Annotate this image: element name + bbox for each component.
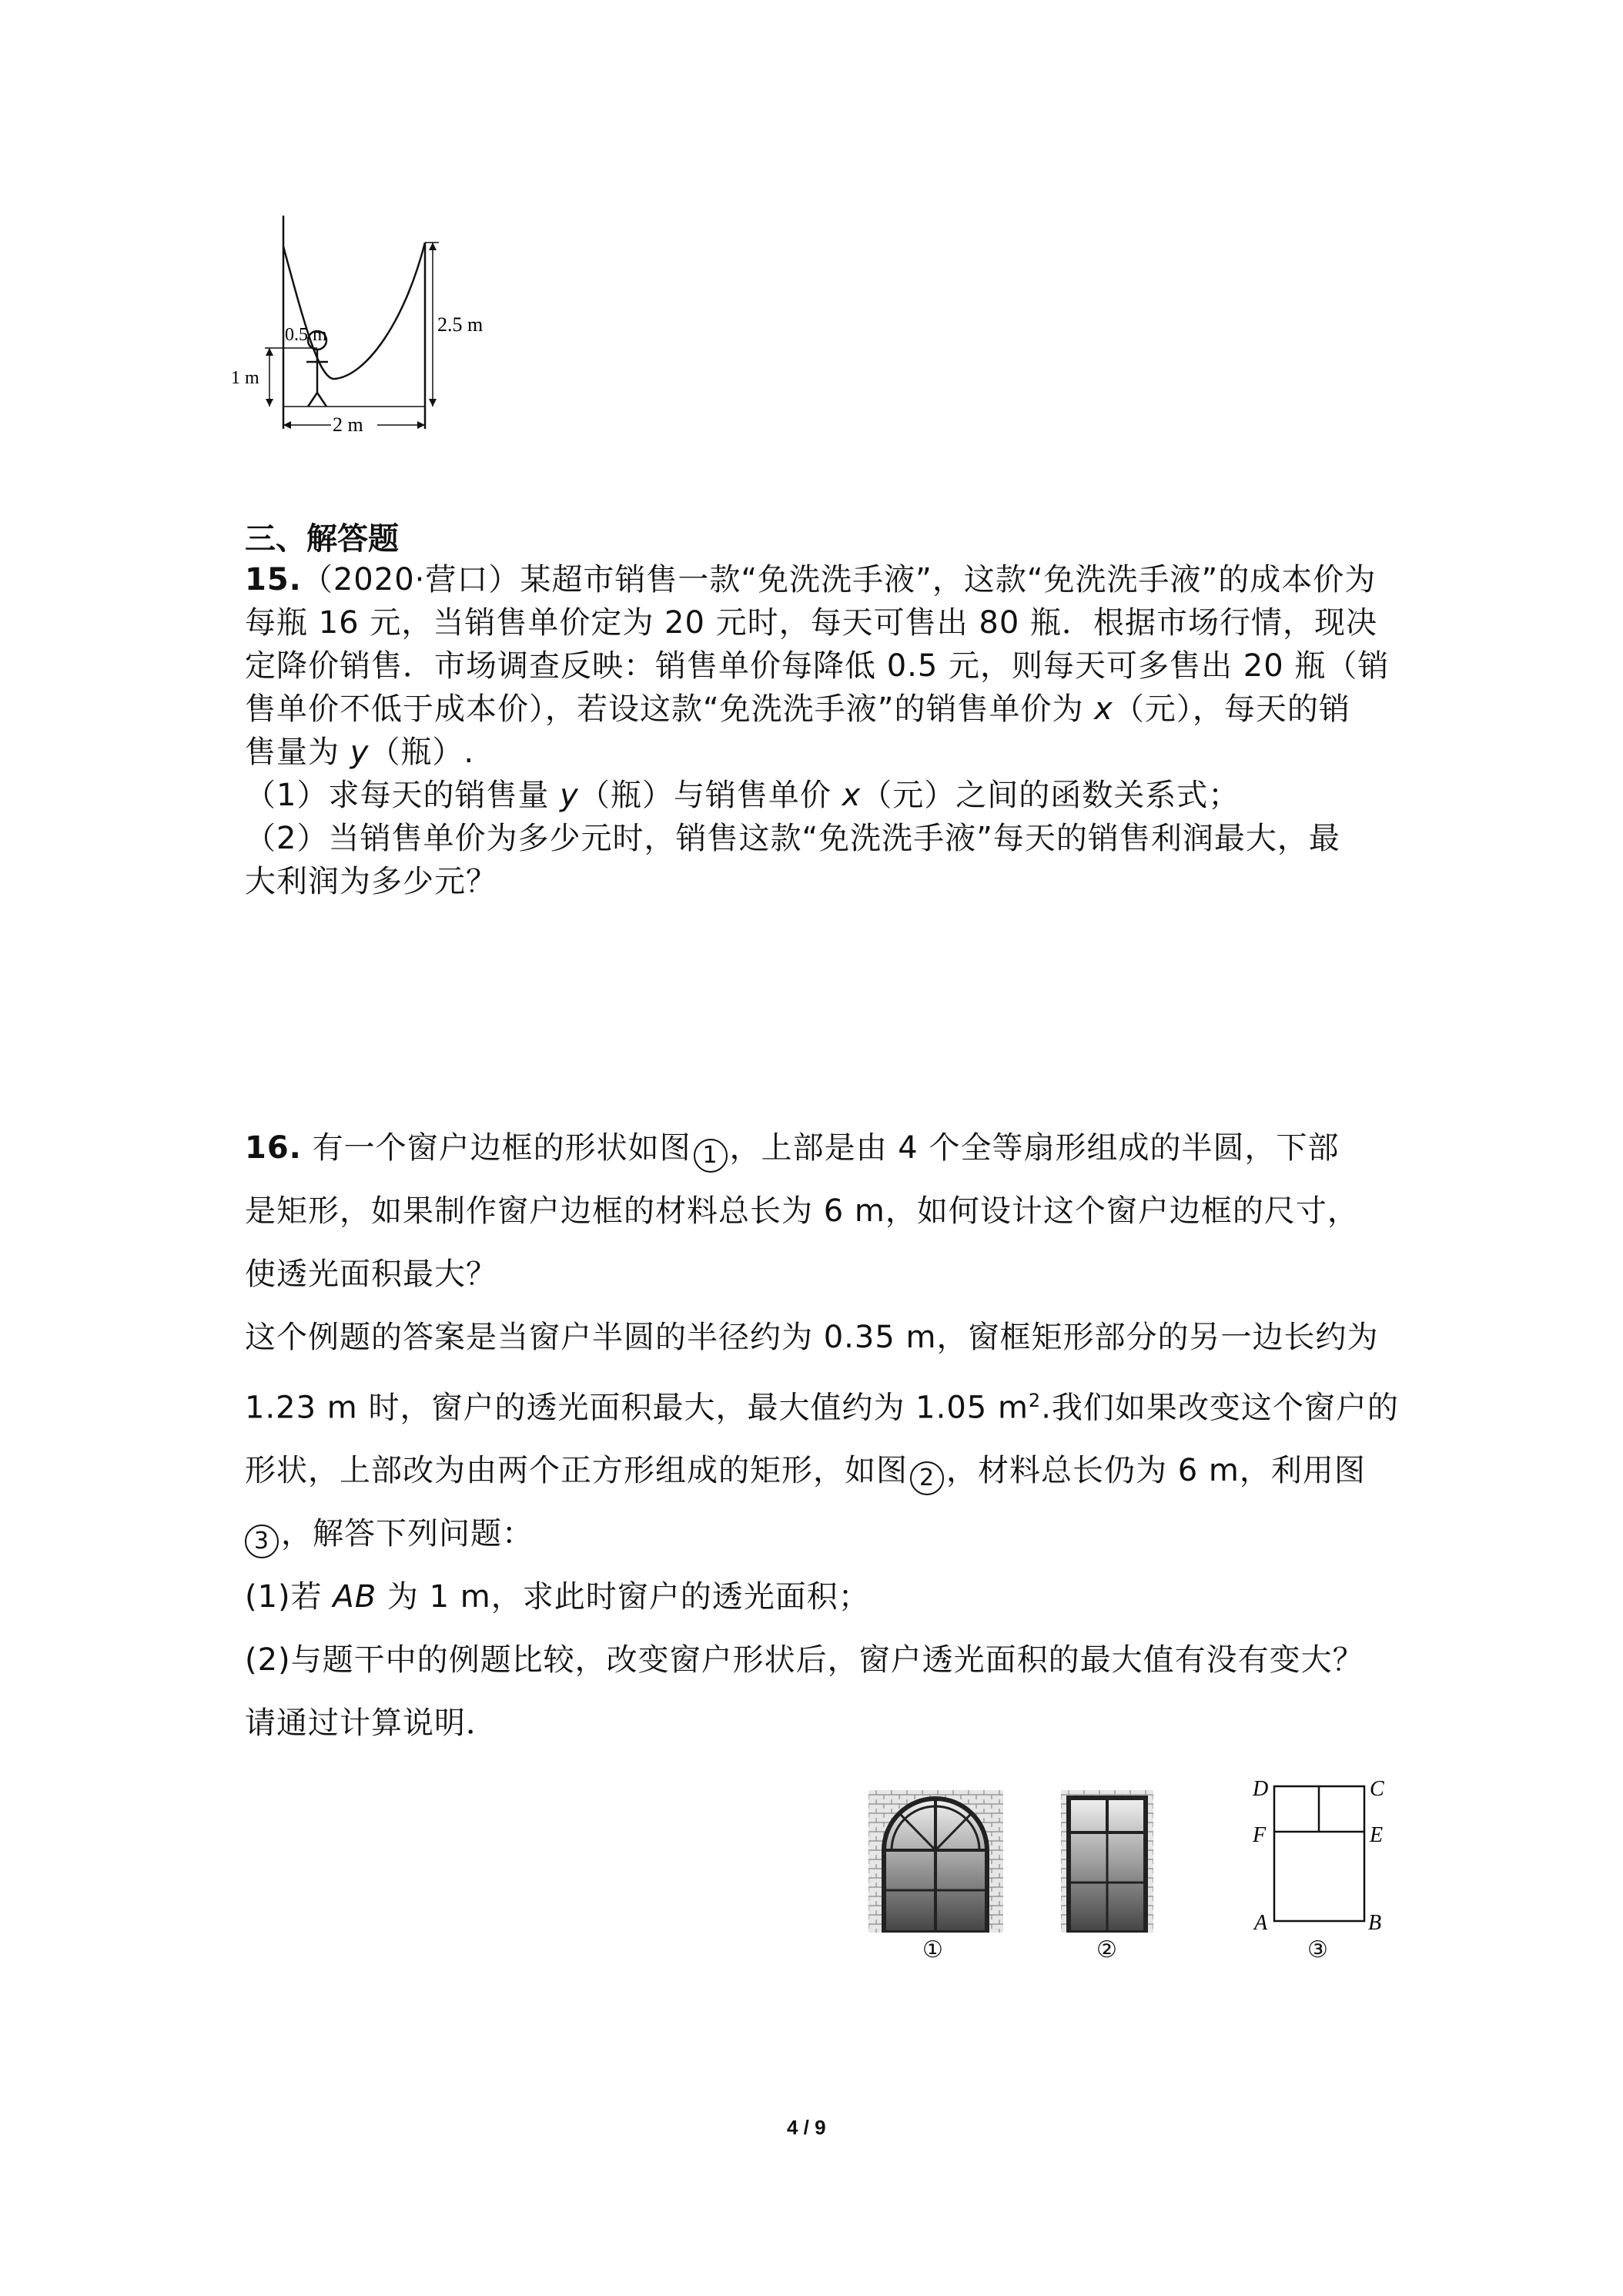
question-15 bbox=[245, 558, 1400, 903]
q15-line2: 每瓶 16 元，当销售单价定为 20 元时，每天可售出 80 瓶．根据市场行情，现决 bbox=[245, 605, 1377, 641]
q15-sub2-cont: 大利润为多少元？ bbox=[245, 864, 497, 899]
q15-line4 bbox=[245, 688, 1400, 731]
point-b: B bbox=[1368, 1911, 1382, 1935]
section-heading: 三、解答题 bbox=[245, 521, 399, 557]
q15-source: （2020·营口） bbox=[301, 562, 520, 597]
q16-line5 bbox=[245, 1369, 1400, 1439]
circled-number-2: 2 bbox=[910, 1461, 944, 1495]
q15-text: （1）求每天的销售量 bbox=[245, 778, 561, 813]
label-1m: 1 m bbox=[231, 368, 259, 388]
q16-text: ，材料总长仍为 6 m，利用图 bbox=[946, 1453, 1366, 1489]
superscript: 2 bbox=[1028, 1390, 1042, 1411]
q16-text: 形状，上部改为由两个正方形组成的矩形，如图 bbox=[245, 1453, 908, 1489]
q15-line5 bbox=[245, 731, 1400, 774]
q16-line1 bbox=[245, 1116, 1400, 1180]
q16-part2-cont: 请通过计算说明． bbox=[245, 1705, 497, 1742]
caption-2: ② bbox=[1096, 1937, 1117, 1963]
q16-text: 1.23 m 时，窗户的透光面积最大，最大值约为 1.05 m bbox=[245, 1390, 1029, 1426]
q16-part1 bbox=[245, 1565, 1400, 1628]
q16-line7 bbox=[245, 1502, 1400, 1565]
label-2m: 2 m bbox=[333, 413, 363, 436]
q16-line3: 使透光面积最大？ bbox=[245, 1257, 497, 1292]
window-figure-3 bbox=[1243, 1771, 1397, 1936]
point-d: D bbox=[1253, 1777, 1269, 1801]
q16-text: 为 1 m，求此时窗户的透光面积； bbox=[376, 1579, 870, 1615]
caption-1: ① bbox=[922, 1937, 943, 1963]
q16-text: (1)若 bbox=[245, 1579, 333, 1615]
q16-text: 有一个窗户边框的形状如图 bbox=[301, 1130, 691, 1166]
var-y: y bbox=[350, 735, 370, 770]
question-16 bbox=[245, 1116, 1400, 1755]
point-a: A bbox=[1254, 1911, 1268, 1935]
circled-number-1: 1 bbox=[694, 1139, 728, 1173]
q15-line1 bbox=[245, 558, 1400, 601]
q15-line3: 定降价销售．市场调查反映：销售单价每降低 0.5 元，则每天可多售出 20 瓶（销 bbox=[245, 648, 1390, 684]
var-x: x bbox=[1094, 691, 1113, 727]
point-f: F bbox=[1253, 1823, 1267, 1847]
window-figure-1 bbox=[868, 1790, 1003, 1933]
q16-line6 bbox=[245, 1439, 1400, 1502]
q15-text: （元），每天的销 bbox=[1113, 691, 1350, 727]
q15-text: （瓶）与销售单价 bbox=[578, 778, 842, 813]
q16-line4: 这个例题的答案是当窗户半圆的半径约为 0.35 m，窗框矩形部分的另一边长约为 bbox=[245, 1320, 1379, 1355]
var-x: x bbox=[842, 778, 862, 813]
q15-number: 15. bbox=[245, 562, 302, 597]
q15-sub2: （2）当销售单价为多少元时，销售这款“免洗洗手液”每天的销售利润最大，最 bbox=[245, 821, 1340, 856]
q15-text: 售单价不低于成本价），若设这款“免洗洗手液”的销售单价为 bbox=[245, 691, 1095, 727]
q16-text: ，解答下列问题： bbox=[281, 1516, 534, 1552]
q15-text: （瓶）. bbox=[369, 735, 475, 770]
label-25m: 2.5 m bbox=[437, 313, 484, 336]
q16-part2: (2)与题干中的例题比较，改变窗户形状后，窗户透光面积的最大值有没有变大？ bbox=[245, 1642, 1364, 1678]
circled-number-3: 3 bbox=[245, 1525, 279, 1558]
point-c: C bbox=[1370, 1777, 1384, 1801]
caption-3: ③ bbox=[1307, 1937, 1328, 1963]
label-05m: 0.5 m bbox=[285, 325, 327, 345]
page-number: 4 / 9 bbox=[787, 2116, 826, 2139]
q15-text: 售量为 bbox=[245, 735, 350, 770]
var-y: y bbox=[560, 778, 579, 813]
q15-text: （元）之间的函数关系式； bbox=[861, 778, 1240, 813]
var-ab: AB bbox=[333, 1579, 377, 1615]
q16-line2: 是矩形，如果制作窗户边框的材料总长为 6 m，如何设计这个窗户边框的尺寸， bbox=[245, 1193, 1359, 1229]
q16-text: ，上部是由 4 个全等扇形组成的半圆，下部 bbox=[729, 1130, 1340, 1166]
window-figure-2 bbox=[1061, 1790, 1153, 1933]
point-e: E bbox=[1370, 1823, 1384, 1847]
q16-text: .我们如果改变这个窗户的 bbox=[1041, 1390, 1399, 1426]
rope-diagram bbox=[231, 208, 493, 439]
q15-text: 某超市销售一款“免洗洗手液”，这款“免洗洗手液”的成本价为 bbox=[520, 562, 1377, 597]
q16-number: 16. bbox=[245, 1130, 302, 1166]
q15-sub1 bbox=[245, 774, 1400, 817]
